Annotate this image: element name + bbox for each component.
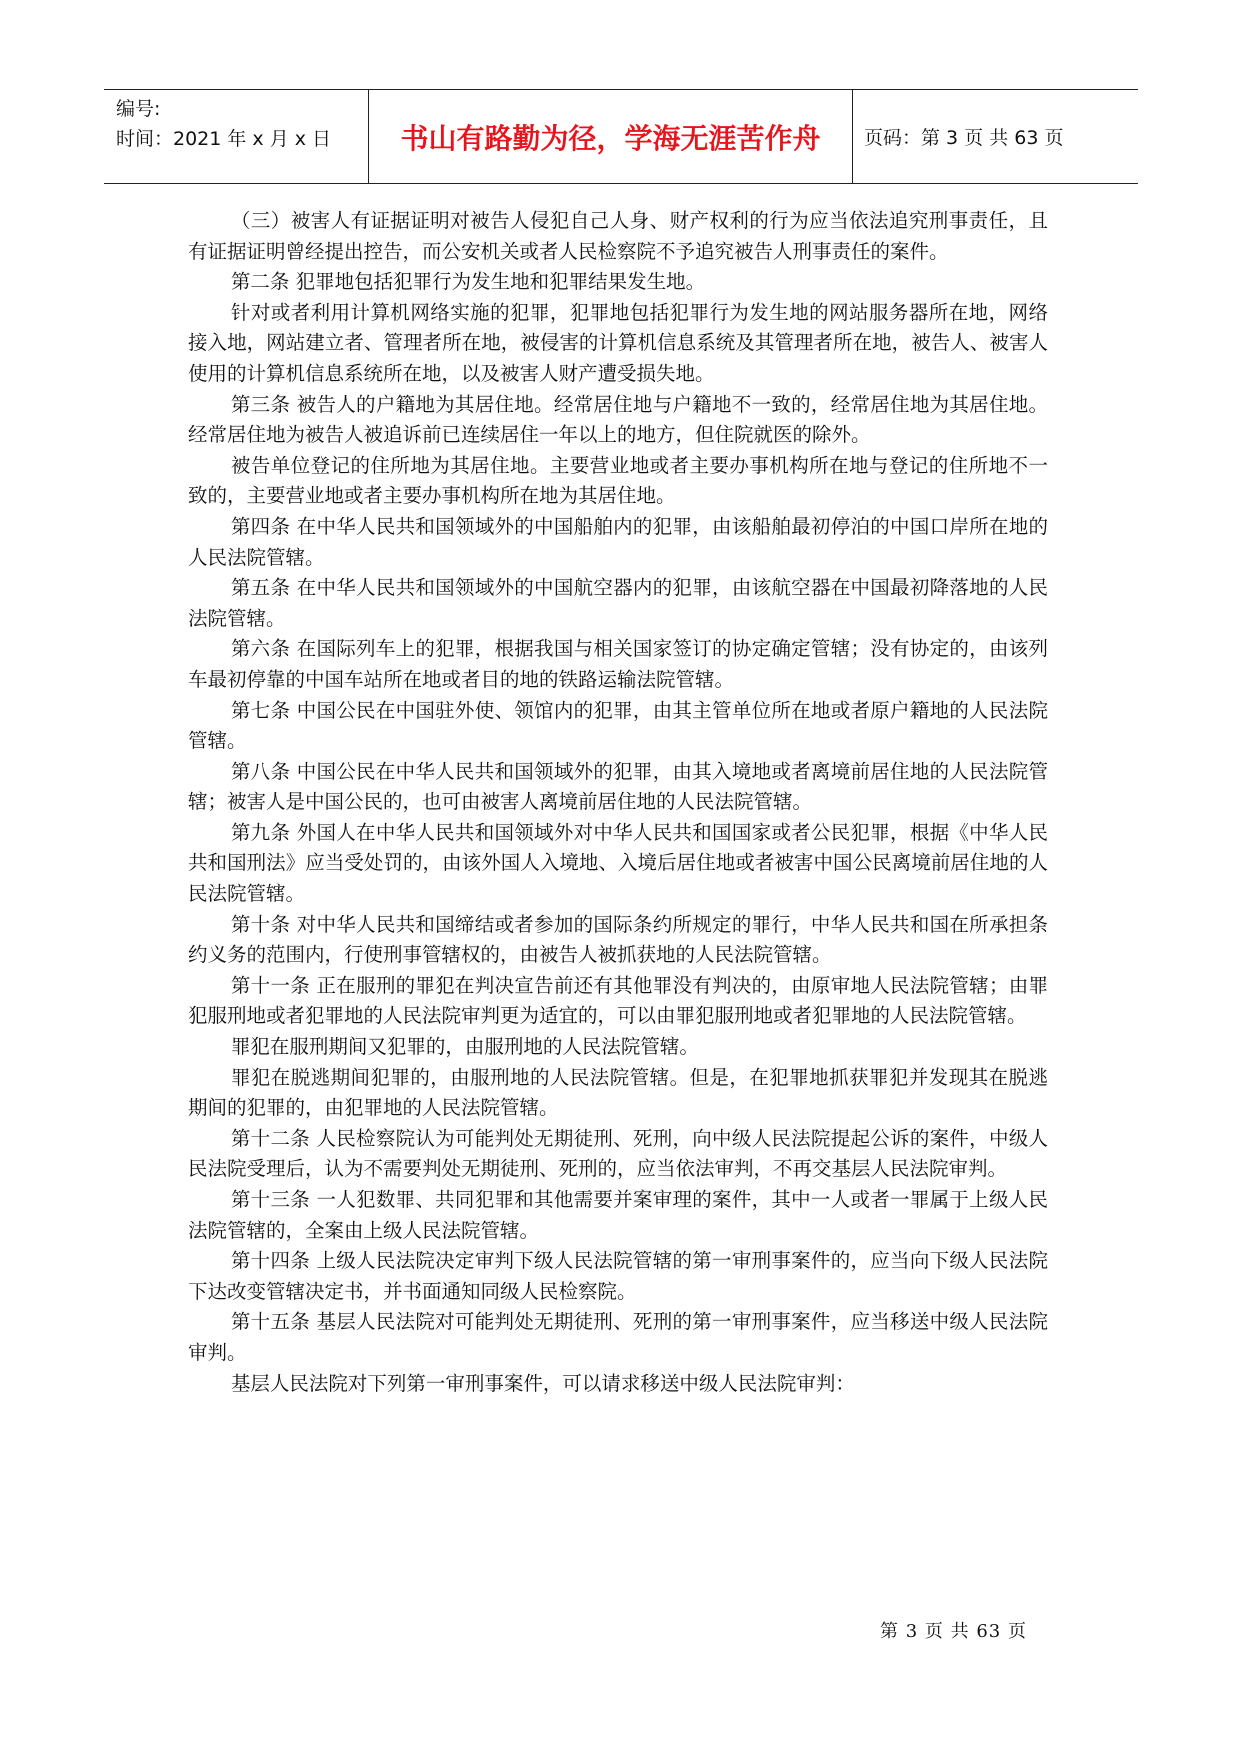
paragraph: 第十五条 基层人民法院对可能判处无期徒刑、死刑的第一审刑事案件，应当移送中级人民法院审判。 — [188, 1310, 1048, 1364]
header-page-info: 页码：第 3 页 共 63 页 — [864, 127, 1064, 149]
document-body — [188, 206, 1048, 1399]
paragraph: 第八条 中国公民在中华人民共和国领域外的犯罪，由其入境地或者离境前居住地的人民法院管辖；被害人是中国公民的，也可由被害人离境前居住地的人民法院管辖。 — [188, 759, 1048, 814]
paragraph: 第三条 被告人的户籍地为其居住地。经常居住地与户籍地不一致的，经常居住地为其居住地。经常居住地为被告人被追诉前已连续居住一年以上的地方，但住院就医的除外。 — [188, 392, 1048, 447]
paragraph: 第二条 犯罪地包括犯罪行为发生地和犯罪结果发生地。 — [230, 270, 706, 294]
paragraph: 第五条 在中华人民共和国领域外的中国航空器内的犯罪，由该航空器在中国最初降落地的人民法院管辖。 — [188, 576, 1048, 630]
paragraph: 被告单位登记的住所地为其居住地。主要营业地或者主要办事机构所在地与登记的住所地不一致的，主要营业地或者主要办事机构所在地为其居住地。 — [188, 453, 1048, 508]
paragraph: 第九条 外国人在中华人民共和国领域外对中华人民共和国国家或者公民犯罪，根据《中华人民共和国刑法》应当受处罚的，由该外国人入境地、入境后居住地或者被害中国公民离境前居住地的人民法院管辖。 — [188, 820, 1048, 906]
paragraph: 第十三条 一人犯数罪、共同犯罪和其他需要并案审理的案件，其中一人或者一罪属于上级人民法院管辖的，全案由上级人民法院管辖。 — [188, 1188, 1048, 1242]
document-time-label: 时间：2021 年 x 月 x 日 — [116, 128, 332, 150]
document-number-label: 编号: — [116, 98, 161, 120]
paragraph: 罪犯在脱逃期间犯罪的，由服刑地的人民法院管辖。但是，在犯罪地抓获罪犯并发现其在脱逃期间的犯罪的，由犯罪地的人民法院管辖。 — [188, 1065, 1048, 1120]
paragraph: 针对或者利用计算机网络实施的犯罪，犯罪地包括犯罪行为发生地的网站服务器所在地，网络接入地，网站建立者、管理者所在地，被侵害的计算机信息系统及其管理者所在地，被告人、被害人使用的计算机信息系统所在地，以及被害人财产遭受损失地。 — [188, 300, 1048, 385]
paragraph: 第十二条 人民检察院认为可能判处无期徒刑、死刑，向中级人民法院提起公诉的案件，中级人民法院受理后，认为不需要判处无期徒刑、死刑的，应当依法审判，不再交基层人民法院审判。 — [188, 1126, 1048, 1181]
paragraph: 第十条 对中华人民共和国缔结或者参加的国际条约所规定的罪行，中华人民共和国在所承担条约义务的范围内，行使刑事管辖权的，由被告人被抓获地的人民法院管辖。 — [188, 912, 1048, 967]
paragraph: 第四条 在中华人民共和国领域外的中国船舶内的犯罪，由该船舶最初停泊的中国口岸所在地的人民法院管辖。 — [188, 514, 1048, 569]
header-meta — [116, 94, 366, 154]
paragraph: 罪犯在服刑期间又犯罪的，由服刑地的人民法院管辖。 — [230, 1035, 699, 1059]
paragraph: 第六条 在国际列车上的犯罪，根据我国与相关国家签订的协定确定管辖；没有协定的，由该列车最初停靠的中国车站所在地或者目的地的铁路运输法院管辖。 — [188, 637, 1048, 691]
paragraph: （三）被害人有证据证明对被告人侵犯自己人身、财产权利的行为应当依法追究刑事责任，且有证据证明曾经提出控告，而公安机关或者人民检察院不予追究被告人刑事责任的案件。 — [188, 209, 1048, 263]
paragraph: 第七条 中国公民在中国驻外使、领馆内的犯罪，由其主管单位所在地或者原户籍地的人民法院管辖。 — [188, 698, 1048, 753]
header-divider — [852, 90, 853, 183]
paragraph: 第十一条 正在服刑的罪犯在判决宣告前还有其他罪没有判决的，由原审地人民法院管辖；由罪犯服刑地或者犯罪地的人民法院审判更为适宜的，可以由罪犯服刑地或者犯罪地的人民法院管辖。 — [188, 973, 1048, 1028]
header-motto: 书山有路勤为径，学海无涯苦作舟 — [400, 121, 821, 155]
paragraph: 基层人民法院对下列第一审刑事案件，可以请求移送中级人民法院审判： — [230, 1371, 855, 1395]
page-footer: 第 3 页 共 63 页 — [880, 1621, 1027, 1642]
page-header — [104, 89, 1138, 184]
paragraph: 第十四条 上级人民法院决定审判下级人民法院管辖的第一审刑事案件的，应当向下级人民法院下达改变管辖决定书，并书面通知同级人民检察院。 — [188, 1249, 1048, 1303]
